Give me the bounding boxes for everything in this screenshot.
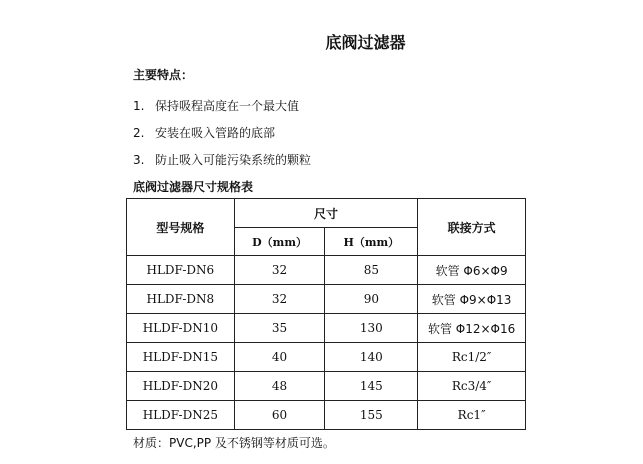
cell-h: 85 xyxy=(325,256,418,285)
cell-model: HLDF-DN25 xyxy=(127,401,235,430)
cell-d: 32 xyxy=(234,285,325,314)
cell-h: 130 xyxy=(325,314,418,343)
features-heading: 主要特点： xyxy=(133,68,194,82)
feature-item xyxy=(133,97,299,114)
table-row xyxy=(127,256,526,285)
cell-connection: Rc3/4″ xyxy=(418,372,526,401)
header-d: D（mm） xyxy=(234,228,325,256)
cell-model: HLDF-DN6 xyxy=(127,256,235,285)
feature-text: 安装在吸入管路的底部 xyxy=(155,126,276,140)
cell-h: 155 xyxy=(325,401,418,430)
feature-number: 2. xyxy=(133,126,145,140)
feature-number: 1. xyxy=(133,99,145,113)
cell-h: 90 xyxy=(325,285,418,314)
table-row xyxy=(127,285,526,314)
cell-d: 32 xyxy=(234,256,325,285)
cell-connection: Rc1″ xyxy=(418,401,526,430)
cell-connection: Rc1/2″ xyxy=(418,343,526,372)
cell-model: HLDF-DN15 xyxy=(127,343,235,372)
table-row xyxy=(127,372,526,401)
header-dimensions: 尺寸 xyxy=(234,199,418,228)
header-model: 型号规格 xyxy=(127,199,235,256)
spec-table xyxy=(126,198,526,430)
feature-text: 保持吸程高度在一个最大值 xyxy=(155,99,300,113)
cell-d: 48 xyxy=(234,372,325,401)
cell-d: 40 xyxy=(234,343,325,372)
header-h: H（mm） xyxy=(325,228,418,256)
cell-model: HLDF-DN8 xyxy=(127,285,235,314)
feature-item xyxy=(133,151,311,168)
feature-text: 防止吸入可能污染系统的颗粒 xyxy=(155,153,312,167)
cell-h: 145 xyxy=(325,372,418,401)
material-footnote: 材质：PVC,PP 及不锈钢等材质可选。 xyxy=(133,436,335,450)
table-row xyxy=(127,343,526,372)
header-connection: 联接方式 xyxy=(418,199,526,256)
feature-item xyxy=(133,124,275,141)
cell-model: HLDF-DN20 xyxy=(127,372,235,401)
cell-connection: 软管 Φ6×Φ9 xyxy=(418,256,526,285)
table-heading: 底阀过滤器尺寸规格表 xyxy=(133,180,254,194)
table-row xyxy=(127,314,526,343)
page-title: 底阀过滤器 xyxy=(325,33,406,52)
cell-d: 60 xyxy=(234,401,325,430)
table-row xyxy=(127,401,526,430)
cell-connection: 软管 Φ12×Φ16 xyxy=(418,314,526,343)
cell-d: 35 xyxy=(234,314,325,343)
cell-model: HLDF-DN10 xyxy=(127,314,235,343)
feature-number: 3. xyxy=(133,153,145,167)
cell-h: 140 xyxy=(325,343,418,372)
cell-connection: 软管 Φ9×Φ13 xyxy=(418,285,526,314)
